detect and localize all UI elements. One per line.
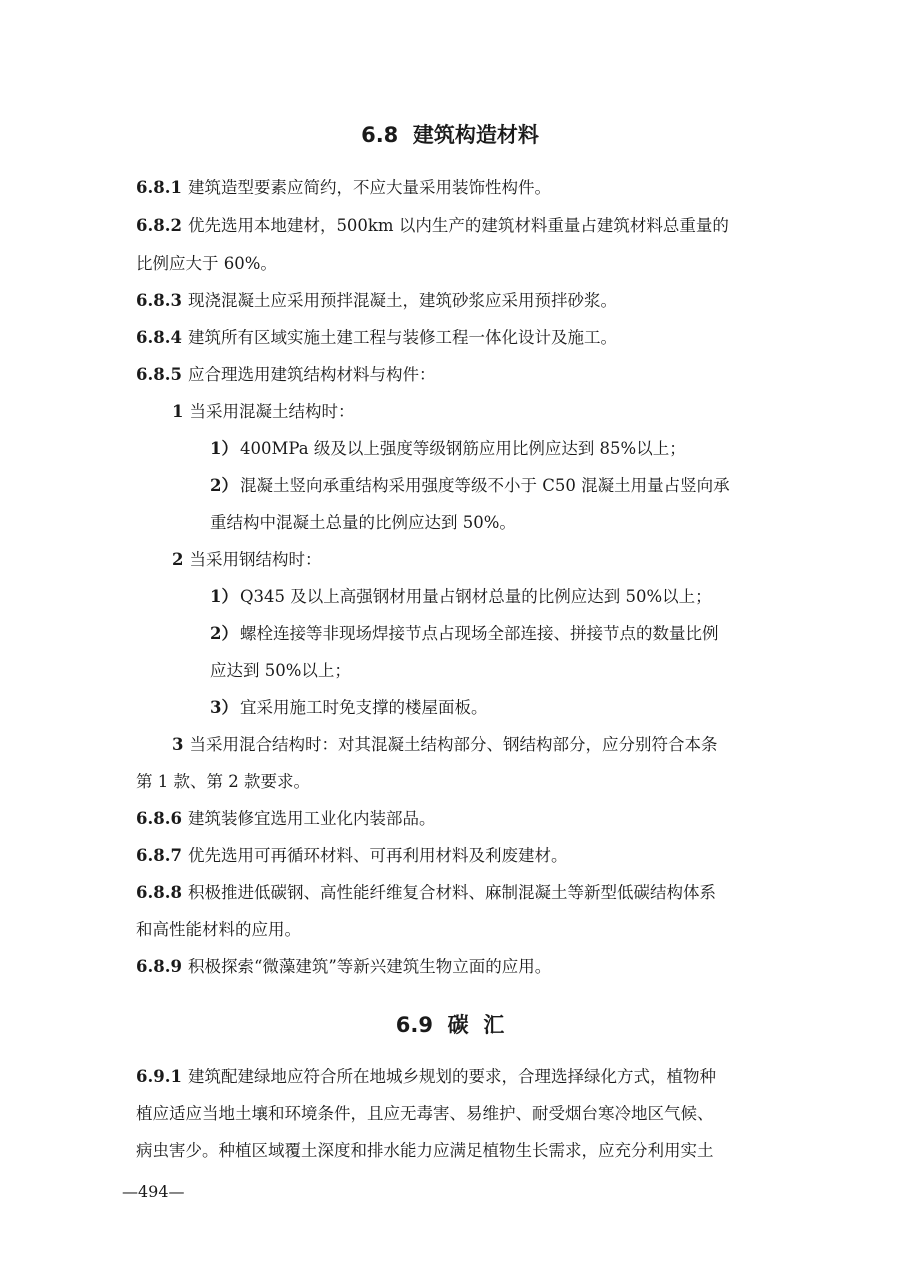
clause-6-8-7 bbox=[136, 843, 567, 869]
item-3-cont bbox=[136, 769, 310, 795]
clause-number: 6.8.2 bbox=[136, 216, 182, 235]
clause-6-8-1 bbox=[136, 175, 551, 201]
item-2-sub-2-cont bbox=[210, 658, 351, 684]
clause-number: 6.9.1 bbox=[136, 1067, 182, 1086]
item-2-sub-2 bbox=[210, 621, 718, 647]
item-1 bbox=[172, 399, 354, 425]
clause-text: 积极推进低碳钢、高性能纤维复合材料、麻制混凝土等新型低碳结构体系 bbox=[187, 883, 716, 902]
clause-6-8-3 bbox=[136, 288, 617, 314]
section-heading-6-9 bbox=[0, 1010, 900, 1040]
clause-6-8-2 bbox=[136, 213, 729, 239]
clause-6-9-1-cont-1 bbox=[136, 1101, 714, 1127]
clause-text: 建筑所有区域实施土建工程与装修工程一体化设计及施工。 bbox=[187, 328, 617, 347]
clause-text: 积极探索“微藻建筑”等新兴建筑生物立面的应用。 bbox=[187, 957, 552, 976]
page-number: —494— bbox=[122, 1182, 185, 1201]
clause-number: 6.8.3 bbox=[136, 291, 182, 310]
item-1-sub-2-cont bbox=[210, 510, 516, 536]
item-2 bbox=[172, 547, 321, 573]
clause-text: 和高性能材料的应用。 bbox=[136, 920, 301, 939]
clause-number: 6.8.9 bbox=[136, 957, 182, 976]
clause-text: 建筑配建绿地应符合所在地城乡规划的要求，合理选择绿化方式，植物种 bbox=[187, 1067, 716, 1086]
clause-text: 建筑造型要素应简约，不应大量采用装饰性构件。 bbox=[187, 178, 551, 197]
subitem-number: 1） bbox=[210, 587, 238, 606]
subitem-number: 2） bbox=[210, 624, 238, 643]
subitem-number: 3） bbox=[210, 698, 238, 717]
clause-6-9-1-cont-2 bbox=[136, 1138, 714, 1164]
item-2-sub-1 bbox=[210, 584, 712, 610]
item-number: 1 bbox=[172, 402, 184, 421]
subitem-number: 2） bbox=[210, 476, 238, 495]
clause-number: 6.8.8 bbox=[136, 883, 182, 902]
subitem-text: 宜采用施工时免支撑的楼屋面板。 bbox=[239, 698, 488, 717]
clause-6-8-9 bbox=[136, 954, 551, 980]
clause-text: 比例应大于 60%。 bbox=[136, 254, 277, 273]
section-number: 6.9 bbox=[395, 1013, 433, 1037]
clause-text: 病虫害少。种植区域覆土深度和排水能力应满足植物生长需求，应充分利用实土 bbox=[136, 1141, 714, 1160]
clause-number: 6.8.7 bbox=[136, 846, 182, 865]
subitem-number: 1） bbox=[210, 439, 238, 458]
item-text: 当采用钢结构时： bbox=[189, 550, 322, 569]
clause-text: 现浇混凝土应采用预拌混凝土，建筑砂浆应采用预拌砂浆。 bbox=[187, 291, 617, 310]
item-text: 第 1 款、第 2 款要求。 bbox=[136, 772, 310, 791]
item-number: 2 bbox=[172, 550, 184, 569]
clause-number: 6.8.5 bbox=[136, 365, 182, 384]
subitem-text: 400MPa 级及以上强度等级钢筋应用比例应达到 85%以上； bbox=[239, 439, 686, 458]
subitem-text: Q345 及以上高强钢材用量占钢材总量的比例应达到 50%以上； bbox=[239, 587, 712, 606]
item-2-sub-3 bbox=[210, 695, 487, 721]
clause-6-8-2-cont bbox=[136, 251, 277, 277]
clause-number: 6.8.6 bbox=[136, 809, 182, 828]
subitem-text: 应达到 50%以上； bbox=[210, 661, 351, 680]
subitem-text: 重结构中混凝土总量的比例应达到 50%。 bbox=[210, 513, 516, 532]
subitem-text: 螺栓连接等非现场焊接节点占现场全部连接、拼接节点的数量比例 bbox=[239, 624, 719, 643]
clause-6-8-8 bbox=[136, 880, 716, 906]
item-number: 3 bbox=[172, 735, 184, 754]
item-text: 当采用混凝土结构时： bbox=[189, 402, 355, 421]
section-title: 建筑构造材料 bbox=[412, 123, 539, 147]
subitem-text: 混凝土竖向承重结构采用强度等级不小于 C50 混凝土用量占竖向承 bbox=[239, 476, 730, 495]
clause-6-8-5 bbox=[136, 362, 435, 388]
clause-text: 优先选用本地建材，500km 以内生产的建筑材料重量占建筑材料总重量的 bbox=[187, 216, 729, 235]
clause-text: 应合理选用建筑结构材料与构件： bbox=[187, 365, 436, 384]
section-number: 6.8 bbox=[361, 123, 399, 147]
item-text: 当采用混合结构时：对其混凝土结构部分、钢结构部分，应分别符合本条 bbox=[189, 735, 718, 754]
section-title: 碳 汇 bbox=[447, 1013, 505, 1037]
clause-6-9-1 bbox=[136, 1064, 716, 1090]
clause-text: 植应适应当地土壤和环境条件，且应无毒害、易维护、耐受烟台寒冷地区气候、 bbox=[136, 1104, 714, 1123]
clause-number: 6.8.1 bbox=[136, 178, 182, 197]
item-3 bbox=[172, 732, 717, 758]
clause-6-8-6 bbox=[136, 806, 435, 832]
clause-text: 建筑装修宜选用工业化内装部品。 bbox=[187, 809, 436, 828]
clause-6-8-4 bbox=[136, 325, 617, 351]
section-heading-6-8 bbox=[0, 120, 900, 150]
clause-6-8-8-cont bbox=[136, 917, 301, 943]
clause-text: 优先选用可再循环材料、可再利用材料及利废建材。 bbox=[187, 846, 568, 865]
clause-number: 6.8.4 bbox=[136, 328, 182, 347]
item-1-sub-2 bbox=[210, 473, 730, 499]
item-1-sub-1 bbox=[210, 436, 686, 462]
